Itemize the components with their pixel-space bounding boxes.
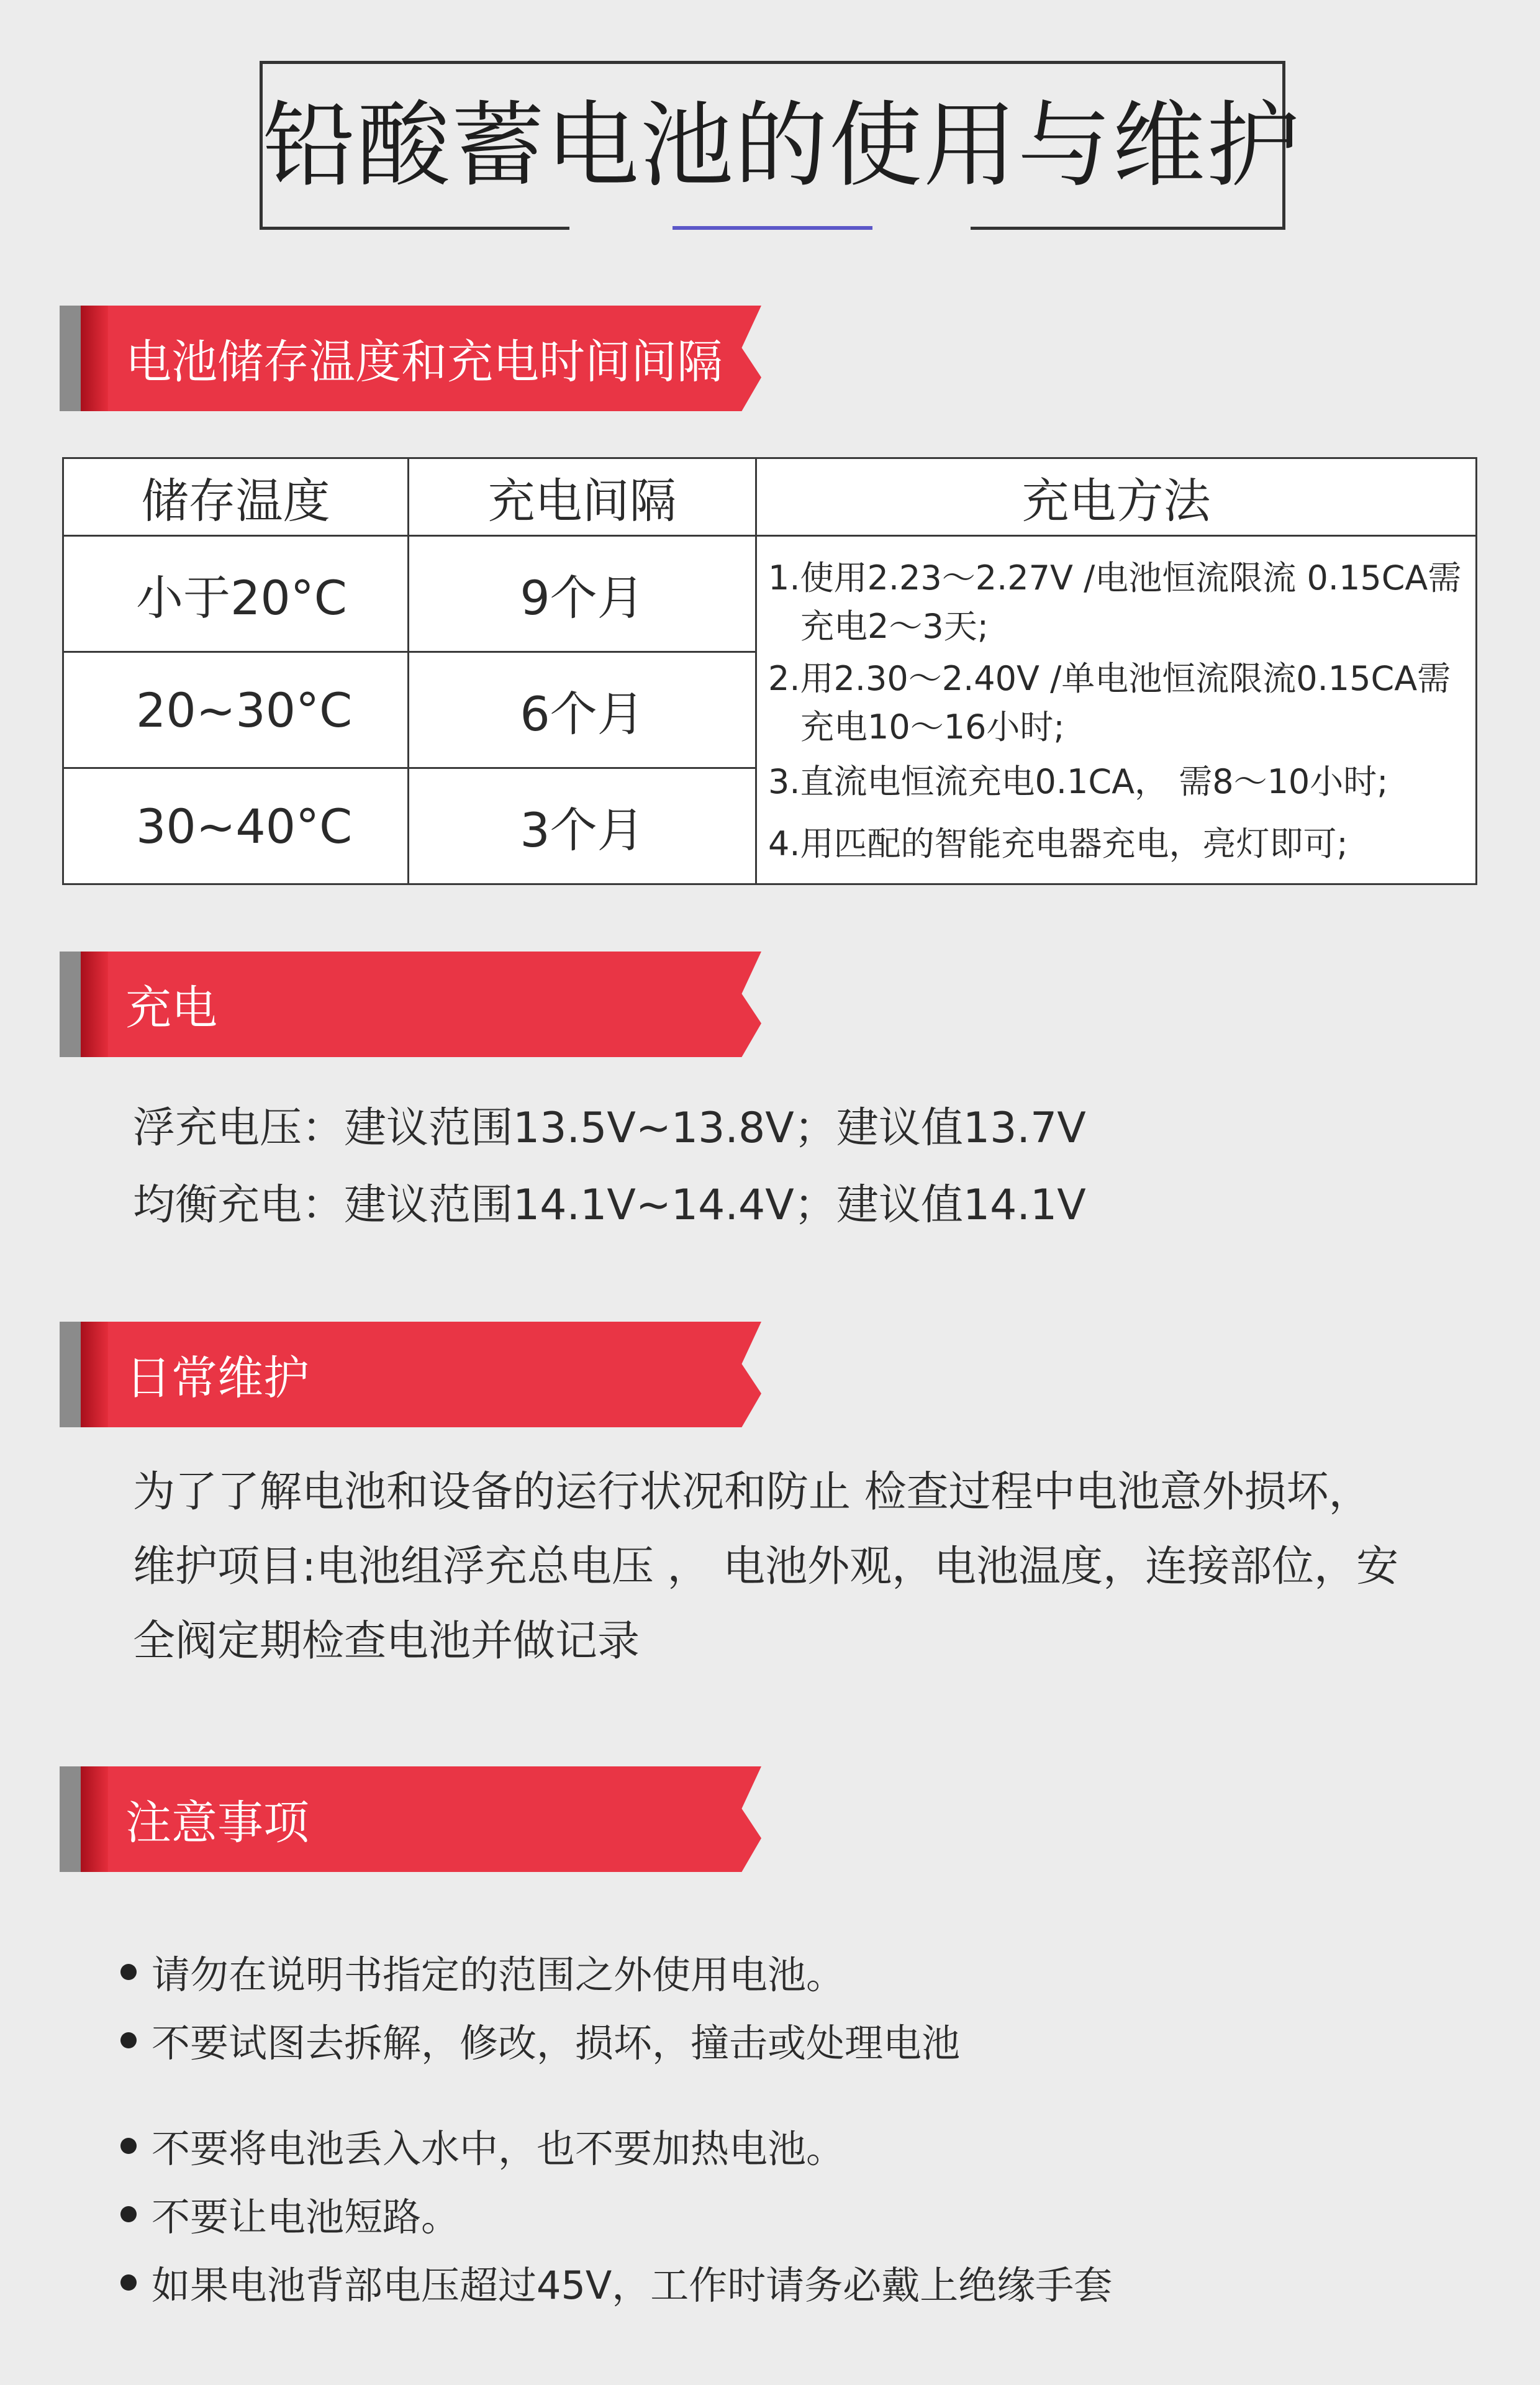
charging-line-float: 浮充电压：建议范围13.5V~13.8V；建议值13.7V xyxy=(133,1104,1086,1153)
list-item: 如果电池背部电压超过45V，工作时请务必戴上绝缘手套 xyxy=(120,2255,1112,2310)
table-header-temp: 储存温度 xyxy=(63,458,409,536)
table-cell-methods xyxy=(756,536,1477,884)
method-item: 2.用2.30～2.40V /单电池恒流限流0.15CA需 充电10～16小时; xyxy=(768,659,1451,747)
section-banner-charging xyxy=(60,952,761,1057)
charging-line-equalize: 均衡充电：建议范围14.1V~14.4V；建议值14.1V xyxy=(133,1181,1086,1230)
title-frame-bottom-right xyxy=(971,227,1282,230)
table-cell-interval: 9个月 xyxy=(409,536,756,652)
method-item: 3.直流电恒流充电0.1CA， 需8～10小时; xyxy=(768,762,1388,801)
table-header-row xyxy=(63,458,1477,536)
page-title: 铅酸蓄电池的使用与维护 xyxy=(263,92,1302,200)
bullet-icon xyxy=(120,1964,137,1980)
table-row xyxy=(63,536,1477,652)
title-frame-bottom-left xyxy=(263,227,569,230)
storage-table xyxy=(62,457,1477,885)
table-cell-interval: 3个月 xyxy=(409,768,756,884)
section-heading-storage: 电池储存温度和充电时间间隔 xyxy=(125,335,723,389)
list-item: 请勿在说明书指定的范围之外使用电池。 xyxy=(120,1944,845,1999)
list-item: 不要将电池丢入水中，也不要加热电池。 xyxy=(120,2118,845,2173)
maintenance-line: 维护项目:电池组浮充总电压 ， 电池外观，电池温度，连接部位，安 xyxy=(133,1542,1399,1591)
table-cell-temp: 20~30°C xyxy=(63,652,409,768)
title-frame xyxy=(260,61,1302,230)
table-header-method: 充电方法 xyxy=(756,458,1477,536)
section-heading-maintenance: 日常维护 xyxy=(125,1352,309,1405)
table-cell-interval: 6个月 xyxy=(409,652,756,768)
bullet-icon xyxy=(120,2274,137,2291)
list-item: 不要试图去拆解，修改，损坏，撞击或处理电池 xyxy=(120,2012,960,2068)
section-banner-maintenance xyxy=(60,1322,761,1427)
maintenance-line: 全阀定期检查电池并做记录 xyxy=(133,1617,640,1666)
section-heading-charging: 充电 xyxy=(125,981,217,1035)
table-cell-temp: 小于20°C xyxy=(63,536,409,652)
title-accent-line xyxy=(673,226,872,230)
section-banner-storage xyxy=(60,306,761,411)
table-cell-temp: 30~40°C xyxy=(63,768,409,884)
method-item: 1.使用2.23～2.27V /电池恒流限流 0.15CA需 充电2～3天; xyxy=(768,558,1462,646)
bullet-icon xyxy=(120,2206,137,2222)
bullet-icon xyxy=(120,2138,137,2154)
method-item: 4.用匹配的智能充电器充电，亮灯即可; xyxy=(768,824,1348,863)
section-heading-notes: 注意事项 xyxy=(125,1796,309,1850)
list-item: 不要让电池短路。 xyxy=(120,2186,460,2242)
bullet-icon xyxy=(120,2032,137,2048)
section-banner-notes xyxy=(60,1766,761,1872)
maintenance-line: 为了了解电池和设备的运行状况和防止 检查过程中电池意外损坏， xyxy=(133,1468,1371,1517)
table-header-interval: 充电间隔 xyxy=(409,458,756,536)
